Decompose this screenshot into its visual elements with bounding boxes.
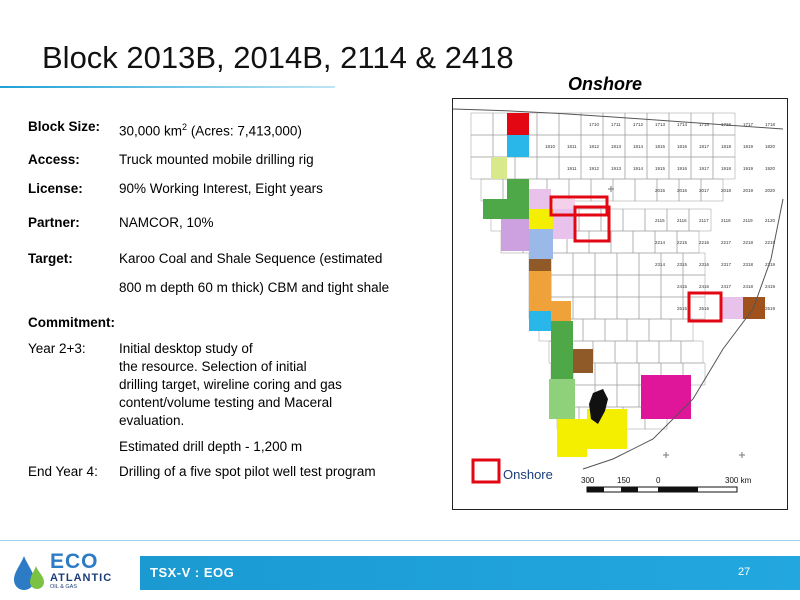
logo-text-eco: ECO	[50, 550, 99, 573]
block-label: 1915	[655, 166, 666, 171]
block-label: 2317	[721, 262, 732, 267]
legend-swatch	[473, 460, 499, 482]
block-cyan	[507, 135, 529, 157]
block-label: 2218	[743, 240, 754, 245]
year-text-line: the resource. Selection of initial	[119, 359, 307, 374]
block-label: 1918	[721, 166, 732, 171]
grid-cell	[639, 275, 661, 297]
grid-cell	[595, 253, 617, 275]
grid-cell	[537, 113, 559, 135]
block-label: 2018	[721, 188, 732, 193]
block-label: 1714	[677, 122, 688, 127]
logo-text-atlantic: ATLANTIC	[50, 572, 113, 584]
block-map	[452, 98, 788, 510]
scale-bar	[581, 476, 752, 492]
scale-label: 300 km	[725, 476, 752, 485]
block-green	[507, 179, 529, 219]
grid-cell	[605, 319, 627, 341]
block-label: 2417	[721, 284, 732, 289]
block-grid	[471, 113, 776, 429]
grid-cell	[617, 275, 639, 297]
block-green3	[551, 321, 573, 379]
block-label: 2215	[677, 240, 688, 245]
block-label: 1920	[765, 166, 776, 171]
ticker-label: TSX-V : EOG	[150, 565, 235, 580]
block-label: 1919	[743, 166, 754, 171]
block-purple	[501, 219, 529, 251]
block-label: 2519	[765, 306, 776, 311]
block-label: 1814	[633, 144, 644, 149]
grid-cell	[615, 341, 637, 363]
block-label: 1812	[589, 144, 600, 149]
grid-cell	[515, 157, 537, 179]
block-lightgreen2	[549, 379, 575, 419]
grid-cell	[471, 135, 493, 157]
spec-label: License:	[28, 181, 83, 196]
block-label: 1813	[611, 144, 622, 149]
block-label: 1819	[743, 144, 754, 149]
block-label: 1917	[699, 166, 710, 171]
block-label: 1815	[655, 144, 666, 149]
block-label: 2017	[699, 188, 710, 193]
grid-cell	[573, 253, 595, 275]
grid-cell	[595, 275, 617, 297]
block-label: 2516	[699, 306, 710, 311]
block-label: 1716	[721, 122, 732, 127]
spec-label: Access:	[28, 152, 80, 167]
year-text-line: content/volume testing and Maceral	[119, 395, 333, 410]
grid-cell	[637, 341, 659, 363]
grid-cell	[639, 297, 661, 319]
block-lavender	[529, 189, 551, 209]
grid-cell	[583, 319, 605, 341]
grid-cell	[613, 179, 635, 201]
grid-cell	[537, 157, 559, 179]
highlight-2114	[575, 207, 609, 241]
block-label: 1916	[677, 166, 688, 171]
block-label: 2415	[677, 284, 688, 289]
block-label: 2219	[765, 240, 776, 245]
block-label: 2416	[699, 284, 710, 289]
grid-cell	[681, 341, 703, 363]
page-title: Block 2013B, 2014B, 2114 & 2418	[42, 40, 514, 75]
block-label: 1820	[765, 144, 776, 149]
grid-cell	[573, 297, 595, 319]
block-label: 2119	[743, 218, 753, 223]
block-label: 2015	[655, 188, 666, 193]
drill-depth: Estimated drill depth - 1,200 m	[119, 439, 303, 454]
grid-cell	[595, 297, 617, 319]
drop-logo-icon	[10, 552, 48, 594]
block-label: 2020	[765, 188, 776, 193]
block-orange	[529, 271, 551, 311]
grid-cell	[649, 319, 671, 341]
block-label: 1712	[633, 122, 644, 127]
grid-cell	[551, 275, 573, 297]
scale-label: 300	[581, 476, 595, 485]
block-label: 1717	[743, 122, 754, 127]
block-label: 1710	[589, 122, 600, 127]
block-label: 2118	[721, 218, 731, 223]
block-lavender3	[721, 297, 743, 319]
spec-label: Target:	[28, 251, 73, 266]
spec-value: NAMCOR, 10%	[119, 215, 214, 230]
logo-text-oilgas: OIL & GAS	[50, 584, 78, 590]
map-title: Onshore	[568, 74, 643, 94]
grid-cell	[617, 363, 639, 385]
legend-label: Onshore	[503, 467, 553, 482]
block-label: 1912	[589, 166, 600, 171]
block-yellow	[529, 209, 553, 229]
grid-cell	[635, 179, 657, 201]
block-label: 2214	[655, 240, 666, 245]
scale-label: 0	[656, 476, 661, 485]
grid-cell	[617, 297, 639, 319]
grid-cell	[593, 341, 615, 363]
block-label: 1817	[699, 144, 710, 149]
block-label: 2315	[677, 262, 688, 267]
year-label: End Year 4:	[28, 464, 98, 479]
block-label: 2115	[655, 218, 665, 223]
block-label: 1718	[765, 122, 776, 127]
spec-value: 30,000 $km^2$ (Acres: 7,413,000)	[119, 122, 302, 139]
year-text-line: Drilling of a five spot pilot well test program	[119, 464, 376, 479]
block-label: 1818	[721, 144, 732, 149]
grid-cell	[573, 275, 595, 297]
block-label: 1914	[633, 166, 644, 171]
year-text-line: drilling target, wireline coring and gas	[119, 377, 342, 392]
grid-cell	[579, 209, 601, 231]
block-label: 2418	[743, 284, 754, 289]
block-label: 1911	[567, 166, 577, 171]
grid-cell	[471, 113, 493, 135]
grid-cell	[659, 341, 681, 363]
grid-cell	[623, 209, 645, 231]
block-brown2	[573, 349, 593, 373]
spec-value: 90% Working Interest, Eight years	[119, 181, 323, 196]
block-orange2	[551, 301, 571, 321]
spec-value: Truck mounted mobile drilling rig	[119, 152, 314, 167]
block-green2	[483, 199, 507, 219]
block-label: 1810	[545, 144, 556, 149]
grid-cell	[633, 231, 655, 253]
page-number: 27	[738, 566, 751, 578]
block-label: 1816	[677, 144, 688, 149]
spec-label: Partner:	[28, 215, 80, 230]
block-label: 2117	[699, 218, 709, 223]
block-yellow2	[557, 419, 587, 457]
grid-cell	[611, 231, 633, 253]
block-pink	[553, 199, 575, 209]
year-text-line: Initial desktop study of	[119, 341, 253, 356]
grid-cell	[471, 157, 493, 179]
block-label: 2515	[677, 306, 688, 311]
block-label: 1711	[611, 122, 621, 127]
block-label: 2316	[699, 262, 710, 267]
block-label: 2019	[743, 188, 754, 193]
block-label: 1713	[655, 122, 666, 127]
block-label: 2116	[677, 218, 687, 223]
block-magenta	[641, 375, 691, 419]
block-label: 2314	[655, 262, 666, 267]
grid-cell	[595, 363, 617, 385]
block-label: 1715	[699, 122, 710, 127]
year-text-line: evaluation.	[119, 413, 185, 428]
block-brown3	[743, 297, 765, 319]
grid-cell	[627, 319, 649, 341]
block-brown	[529, 259, 551, 271]
footer-bar	[140, 556, 800, 590]
block-label: 2016	[677, 188, 688, 193]
company-logo	[10, 550, 135, 595]
block-label: 2318	[743, 262, 754, 267]
scale-label: 150	[617, 476, 631, 485]
year-label: Year 2+3:	[28, 341, 86, 356]
block-label: 2120	[765, 218, 776, 223]
block-cyan2	[529, 311, 551, 331]
block-map-svg	[453, 99, 787, 509]
block-red	[507, 113, 529, 135]
block-label: 2319	[765, 262, 776, 267]
block-blue	[529, 229, 553, 259]
footer-divider	[0, 540, 800, 541]
block-label: 1811	[567, 144, 577, 149]
grid-cell	[617, 253, 639, 275]
grid-cell	[551, 253, 573, 275]
block-label: 2216	[699, 240, 710, 245]
grid-cell	[559, 113, 581, 135]
block-label: 2217	[721, 240, 732, 245]
spec-value-cont: 800 m depth 60 m thick) CBM and tight shale	[119, 280, 390, 295]
grid-cell	[481, 179, 503, 201]
grid-cell	[601, 209, 623, 231]
block-label: 2419	[765, 284, 776, 289]
block-label: 1913	[611, 166, 622, 171]
spec-value: Karoo Coal and Shale Sequence (estimated	[119, 251, 383, 266]
spec-label: Block Size:	[28, 119, 101, 134]
title-underline	[0, 86, 335, 88]
grid-cell	[617, 385, 639, 407]
block-lightgreen	[491, 157, 507, 179]
